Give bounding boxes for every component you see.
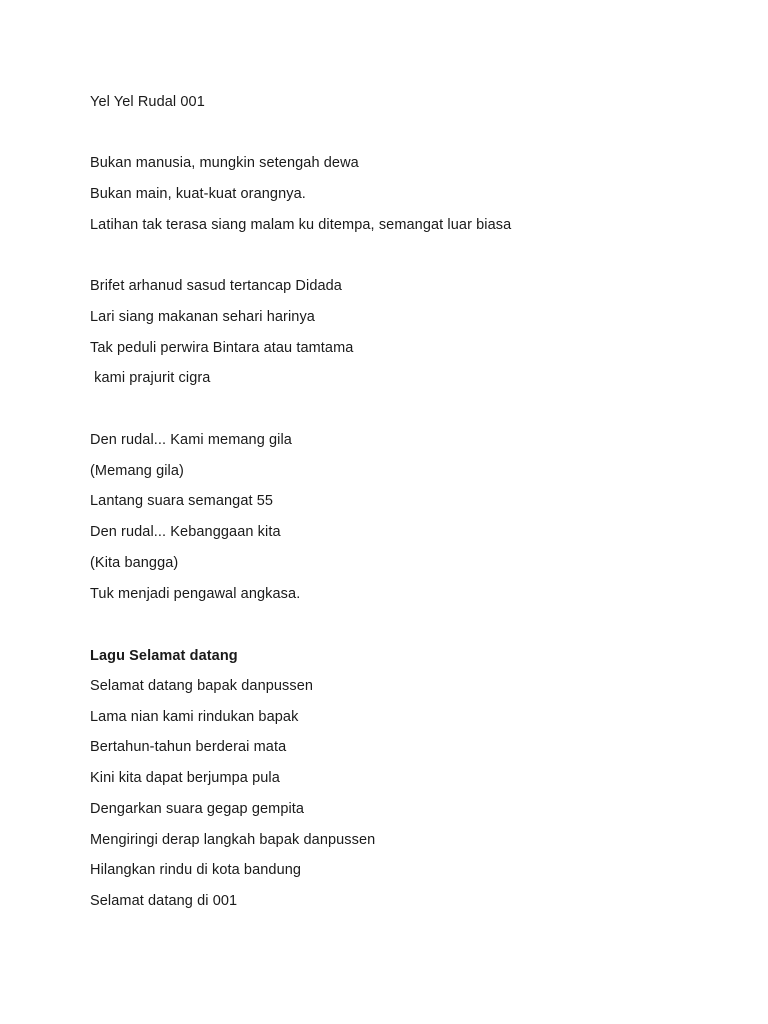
stanza1-line-1: Bukan manusia, mungkin setengah dewa [90, 155, 359, 171]
song-line-5: Dengarkan suara gegap gempita [90, 801, 305, 817]
stanza2-line-1: Brifet arhanud sasud tertancap Didada [90, 278, 342, 294]
song-line-4: Kini kita dapat berjumpa pula [90, 770, 280, 786]
song-title: Lagu Selamat datang [90, 648, 238, 664]
stanza2-line-2: Lari siang makanan sehari harinya [90, 309, 315, 325]
song-line-7: Hilangkan rindu di kota bandung [90, 862, 302, 878]
stanza1-line-2: Bukan main, kuat-kuat orangnya. [90, 186, 306, 202]
stanza3-line-1: Den rudal... Kami memang gila [90, 432, 292, 448]
stanza1-line-3: Latihan tak terasa siang malam ku ditempa, semangat luar biasa [90, 217, 512, 233]
stanza2-line-4: kami prajurit cigra [90, 370, 211, 386]
song-line-3: Bertahun-tahun berderai mata [90, 739, 287, 755]
song-line-8: Selamat datang di 001 [90, 893, 238, 909]
song-line-6: Mengiringi derap langkah bapak danpussen [90, 832, 376, 848]
stanza3-line-2: (Memang gila) [90, 463, 184, 479]
stanza3-line-4: Den rudal... Kebanggaan kita [90, 524, 281, 540]
song-line-1: Selamat datang bapak danpussen [90, 678, 314, 694]
stanza3-line-3: Lantang suara semangat 55 [90, 493, 274, 509]
stanza3-line-6: Tuk menjadi pengawal angkasa. [90, 586, 301, 602]
stanza3-line-5: (Kita bangga) [90, 555, 179, 571]
stanza2-line-3: Tak peduli perwira Bintara atau tamtama [90, 340, 354, 356]
document-title: Yel Yel Rudal 001 [90, 94, 205, 110]
song-line-2: Lama nian kami rindukan bapak [90, 709, 299, 725]
